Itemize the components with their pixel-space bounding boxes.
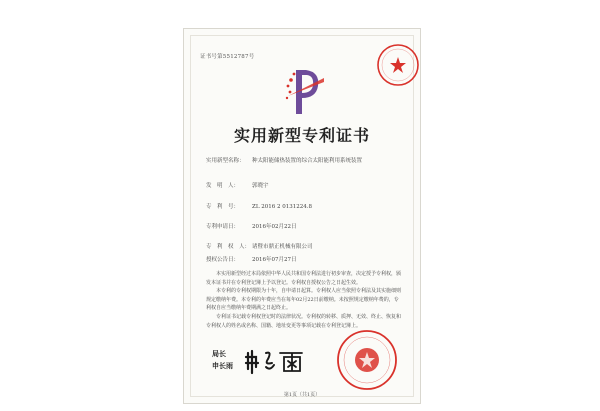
field-inventor xyxy=(206,181,269,189)
field-patent-number xyxy=(206,202,312,210)
official-seal-icon xyxy=(376,43,420,87)
director-name-label: 申长雨 xyxy=(212,361,233,370)
body-paragraph: 本专利的专利权期限为十年，自申请日起算。专利权人应当依照专利法及其实施细则规定缴纳年费。本专利的年费应当在每年02月22日前缴纳。未按照规定缴纳年费的，专利权自应当缴纳年费期满之日起终止。 xyxy=(206,288,402,312)
body-paragraph: 专利证书记载专利权登记时的法律状况。专利权的转移、质押、无效、终止、恢复和专利权人的姓名或名称、国籍、地址变更等事项记载在专利登记簿上。 xyxy=(206,313,402,329)
certificate-number: 证书号第5512787号 xyxy=(200,54,255,60)
field-value: 诸暨市鼎正机械有限公司 xyxy=(252,244,313,250)
patent-certificate xyxy=(183,28,421,404)
field-label: 专 利 号： xyxy=(206,204,240,210)
field-label: 实用新型名称： xyxy=(206,158,245,164)
body-paragraph: 本实用新型经过本局依照中华人民共和国专利法进行初步审查，决定授予专利权，颁发本证书并在专利登记簿上予以登记。专利权自授权公告之日起生效。 xyxy=(206,271,402,286)
director-label: 局长 xyxy=(212,349,226,358)
certificate-body-text xyxy=(206,270,402,330)
field-value: 2016年02月22日 xyxy=(252,224,297,230)
page-number: 第1页（共1页） xyxy=(283,392,321,398)
sipo-emblem-icon xyxy=(284,66,326,118)
field-label: 专利申请日： xyxy=(206,224,240,230)
field-grant-date xyxy=(206,255,297,263)
director-signature-icon xyxy=(244,347,306,375)
field-label: 发 明 人： xyxy=(206,183,240,189)
field-value: 郭晓宇 xyxy=(252,183,269,189)
field-design-name xyxy=(206,156,362,164)
field-application-date xyxy=(206,222,297,230)
field-value: 2016年07月27日 xyxy=(252,257,297,263)
field-label: 授权公告日： xyxy=(206,257,240,263)
field-value: 种太阳能储热装置的综合太阳能利用系统装置 xyxy=(252,158,363,164)
field-value: ZL 2016 2 0131224.8 xyxy=(252,204,312,210)
national-seal-icon xyxy=(336,329,398,391)
certificate-title: 实用新型专利证书 xyxy=(233,126,370,145)
field-patentee xyxy=(206,242,313,250)
field-label: 专 利 权 人： xyxy=(206,244,251,250)
